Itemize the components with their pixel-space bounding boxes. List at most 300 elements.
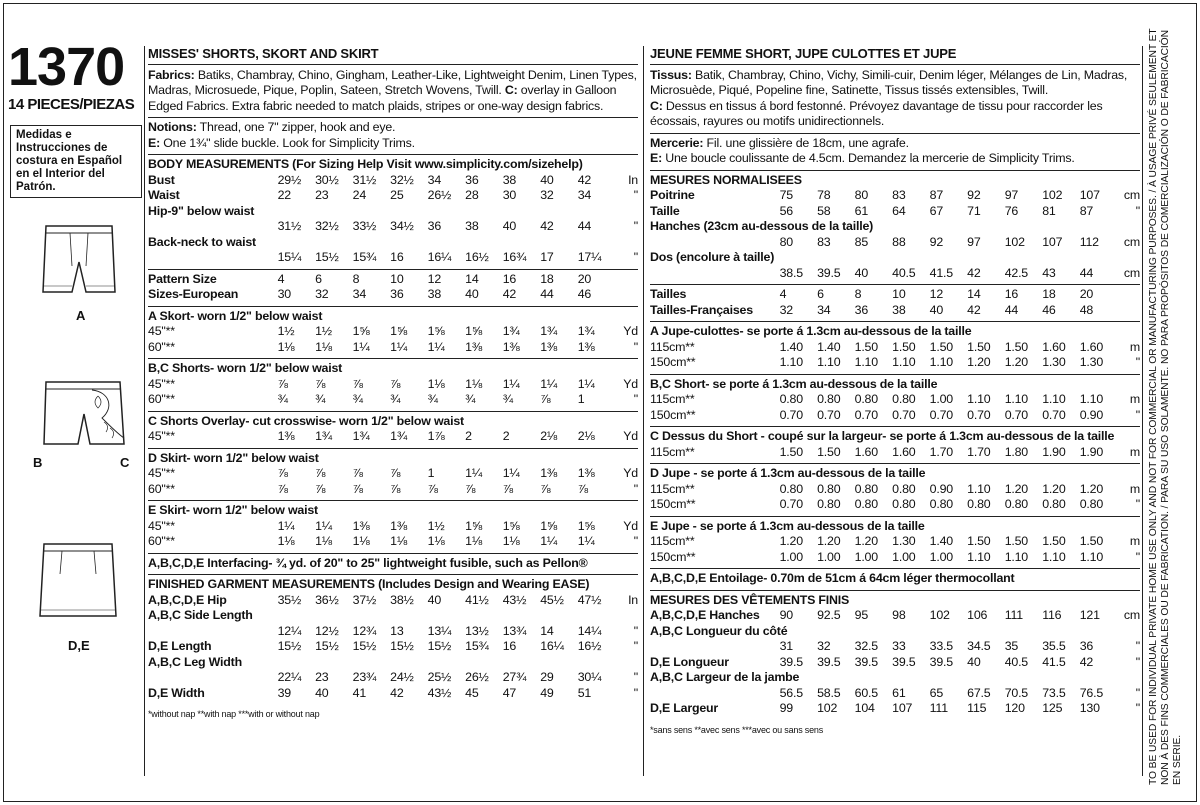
row-value: 0.70 bbox=[779, 407, 803, 422]
row-value: 16 bbox=[502, 271, 517, 286]
row-value: 78 bbox=[817, 188, 831, 202]
row-value: 102 bbox=[929, 608, 950, 622]
row-value: 42 bbox=[967, 265, 981, 280]
row-label: 150cm** bbox=[650, 407, 696, 422]
row-value: ¾ bbox=[427, 392, 438, 406]
row-value: 1¼ bbox=[390, 339, 407, 354]
row-label: 60"** bbox=[148, 534, 175, 548]
row-value: 0.80 bbox=[892, 497, 916, 511]
row-value: 1.50 bbox=[817, 444, 841, 459]
row-value: 16¾ bbox=[502, 250, 527, 264]
row-value: 2 bbox=[465, 429, 472, 443]
row-value: 47 bbox=[502, 685, 517, 700]
row-value: 42 bbox=[1079, 654, 1094, 669]
row-value: 41 bbox=[352, 685, 367, 700]
measurement-row bbox=[148, 593, 638, 609]
row-value: 6 bbox=[315, 271, 322, 286]
fr-view-c-yardage: C Dessus du Short - coupé sur la largeur- se porte á 1.3cm au-dessous de la taille 115cm** 1.50 1.50 1.60 1.60 1.70 1.70 1.80 1.90 1.90 m bbox=[650, 426, 1140, 460]
row-value: 29½ bbox=[277, 172, 302, 187]
row-label: D,E Width bbox=[148, 685, 205, 700]
en-notions: Notions: Thread, one 7" zipper, hook and eye. E: One 1¾" slide buckle. Look for Simplicity Trims. bbox=[148, 117, 638, 151]
row-label: D,E Largeur bbox=[650, 701, 719, 715]
row-value: 1⅛ bbox=[352, 534, 370, 548]
row-value: 102 bbox=[1042, 188, 1063, 202]
row-value: 38 bbox=[427, 287, 442, 301]
row-value: 1¼ bbox=[352, 339, 370, 354]
row-value: 42 bbox=[390, 685, 404, 700]
fr-view-d-yardage: D Jupe - se porte á 1.3cm au-dessous de la taille 115cm** 0.80 0.80 0.80 0.80 0.90 1.10 1.20 1.20 1.20 m 150cm** 0.70 0.80 0.80 0.80 0.80 0.80 0.80 0.80 0.80 " bbox=[650, 463, 1140, 513]
view-de-skirt-drawing bbox=[38, 540, 118, 622]
row-value: 116 bbox=[1042, 608, 1062, 622]
row-value: 36 bbox=[854, 302, 869, 317]
row-value: 111 bbox=[1004, 608, 1023, 622]
fr-interfacing: A,B,C,D,E Entoilage- 0.70m de 51cm á 64cm léger thermocollant bbox=[650, 568, 1140, 587]
row-label: D,E Length bbox=[148, 639, 212, 653]
row-value: 36 bbox=[1079, 639, 1094, 653]
row-value: 85 bbox=[854, 234, 869, 249]
measurement-row bbox=[650, 550, 1140, 566]
row-value: 1⅛ bbox=[502, 534, 520, 548]
fr-sizes bbox=[650, 284, 1140, 318]
row-value: 33.5 bbox=[929, 639, 953, 653]
row-label bbox=[650, 686, 780, 702]
row-unit: m bbox=[1129, 444, 1140, 459]
row-value: 29 bbox=[540, 670, 554, 684]
row-value: 1.20 bbox=[967, 355, 991, 369]
measurement-row bbox=[148, 173, 638, 189]
row-value: 15¼ bbox=[277, 250, 302, 264]
row-value: 76.5 bbox=[1079, 685, 1104, 700]
row-value: 36½ bbox=[315, 592, 339, 607]
measurement-row bbox=[148, 272, 638, 288]
row-value: 0.80 bbox=[854, 481, 878, 496]
en-view-a-yardage: A Skort- worn 1/2" below waist 45"** 1½ 1½ 1⅝ 1⅝ 1⅝ 1⅝ 1¾ 1¾ 1¾ Yd 60"** 1⅛ 1⅛ 1¼ 1¼ 1¼ 1⅜ 1⅜ 1⅜ 1⅜ " bbox=[148, 306, 638, 356]
row-value: 13 bbox=[390, 623, 404, 638]
row-value: 71 bbox=[967, 203, 981, 218]
fr-view-e-yardage: E Jupe - se porte á 1.3cm au-dessous de la taille 115cm** 1.20 1.20 1.20 1.30 1.40 1.50 1.50 1.50 1.50 m 150cm** 1.00 1.00 1.00 1.00 1.00 1.10 1.10 1.10 1.10 " bbox=[650, 516, 1140, 566]
row-value: 1.20 bbox=[1042, 481, 1066, 496]
row-unit: " bbox=[633, 685, 638, 700]
row-value: 39.5 bbox=[892, 654, 916, 669]
measurement-row bbox=[650, 340, 1140, 356]
row-unit: " bbox=[633, 219, 638, 233]
row-value: 1.50 bbox=[1079, 534, 1104, 548]
en-view-c-yardage: C Shorts Overlay- cut crosswise- worn 1/2" below waist 45"** 1⅜ 1¾ 1¾ 1¾ 1⅞ 2 2 2⅛ 2⅛ Yd bbox=[148, 411, 638, 445]
row-value: ⅞ bbox=[315, 466, 326, 480]
en-finished-measurements: FINISHED GARMENT MEASUREMENTS (Includes Design and Wearing EASE) A,B,C,D,E Hip 35½ 36½ 37½ 38½ 40 41½ 43½ 45½ 47½ In A,B,C Side Length 12¼ 12½ 12¾ 13 13¼ 13½ 13¾ 14 14¼ " D,E Length 15½ 15½ 15½ 15½ 15½ 15¾ 16 16¼ 16½ " A,B,C Leg Width 22¼ 23 23¾ 24½ 25½ 26½ 27¾ 29 30¼ " D,E Width 39 40 41 42 43½ 45 47 49 51 " bbox=[148, 574, 638, 701]
measurement-row bbox=[148, 377, 638, 393]
row-value: 67.5 bbox=[967, 685, 991, 700]
row-value: 1.10 bbox=[1004, 549, 1029, 564]
measurement-row bbox=[650, 534, 1140, 550]
row-value: 121 bbox=[1079, 608, 1100, 622]
row-value: 6 bbox=[817, 287, 824, 301]
row-value: 24½ bbox=[390, 670, 414, 684]
en-fabrics: Fabrics: Batiks, Chambray, Chino, Gingham, Leather-Like, Lightweight Denim, Linen Types, Madras, Microsuede, Pique, Poplin, Sateen, Stretch Wovens, Twill. C: overlay in Galloon Edged Fabrics. Extra fabric needed to match plaids, stripes or one-way design fabrics. bbox=[148, 67, 637, 113]
row-value: 1.20 bbox=[817, 534, 841, 548]
row-value: 26½ bbox=[427, 188, 452, 202]
row-value: 1.20 bbox=[854, 534, 878, 548]
view-b-label: B bbox=[33, 455, 43, 470]
row-value: 16¼ bbox=[540, 639, 564, 653]
row-unit: In bbox=[628, 172, 638, 187]
row-value: 70.5 bbox=[1004, 685, 1029, 700]
row-label: Pattern Size bbox=[148, 271, 217, 286]
row-unit: " bbox=[1135, 654, 1140, 669]
row-label: 45"** bbox=[148, 376, 175, 391]
row-value: 4 bbox=[277, 271, 285, 286]
row-value: 40 bbox=[427, 592, 442, 607]
row-unit: cm bbox=[1123, 188, 1140, 202]
row-value: 16½ bbox=[465, 250, 489, 264]
row-unit: " bbox=[1135, 685, 1140, 700]
row-value: 45 bbox=[465, 685, 479, 700]
divider-right bbox=[1142, 46, 1143, 776]
row-value: ¾ bbox=[390, 392, 401, 406]
en-sizes bbox=[148, 269, 638, 303]
row-unit: Yd bbox=[623, 429, 638, 443]
row-value: 0.70 bbox=[1042, 407, 1066, 422]
measurement-row bbox=[148, 466, 638, 482]
row-value: ⅞ bbox=[427, 481, 438, 496]
row-label: 45"** bbox=[148, 518, 175, 533]
measurement-row bbox=[650, 639, 1140, 655]
row-value: 90 bbox=[779, 608, 793, 622]
row-value: 120 bbox=[1004, 701, 1025, 715]
row-value: 1¾ bbox=[540, 324, 558, 338]
french-column bbox=[650, 46, 1140, 738]
row-unit bbox=[615, 272, 638, 288]
row-value: 8 bbox=[352, 271, 360, 286]
row-value: 13¼ bbox=[427, 623, 452, 638]
row-label: 60"** bbox=[148, 481, 175, 496]
row-value: 112 bbox=[1079, 234, 1099, 249]
row-value: 16¼ bbox=[427, 250, 452, 264]
row-label: Taille bbox=[650, 203, 680, 218]
english-column bbox=[148, 46, 638, 723]
row-value: 1⅜ bbox=[540, 466, 558, 480]
row-value: 1.40 bbox=[779, 339, 803, 354]
row-value: 40 bbox=[967, 654, 981, 669]
row-value: 0.70 bbox=[779, 497, 803, 511]
row-value: 1¼ bbox=[465, 466, 482, 480]
row-value: 67 bbox=[929, 203, 944, 218]
row-value: 0.80 bbox=[779, 392, 803, 406]
measurement-row bbox=[650, 655, 1140, 671]
row-value: 107 bbox=[892, 701, 913, 715]
row-value: 12½ bbox=[315, 623, 339, 638]
row-value: 60.5 bbox=[854, 685, 878, 700]
row-value: 15½ bbox=[427, 639, 452, 653]
row-value: ⅞ bbox=[577, 481, 588, 496]
row-label: Tailles bbox=[650, 287, 687, 301]
row-value: 38 bbox=[892, 302, 906, 317]
row-value: 23¾ bbox=[352, 670, 377, 684]
measurement-row bbox=[650, 497, 1140, 513]
row-value: 44 bbox=[577, 219, 592, 233]
row-value: 87 bbox=[929, 188, 944, 202]
row-value: 46 bbox=[1042, 302, 1056, 317]
row-value: 25½ bbox=[427, 670, 452, 684]
row-unit: " bbox=[1135, 407, 1140, 422]
row-value: ⅞ bbox=[277, 466, 288, 480]
row-value: 1½ bbox=[277, 324, 295, 338]
measurement-row bbox=[650, 303, 1140, 319]
row-value: ⅞ bbox=[390, 481, 401, 496]
row-value: 15¾ bbox=[352, 250, 377, 264]
row-value: 1.70 bbox=[929, 444, 953, 459]
row-value: 97 bbox=[967, 234, 981, 249]
row-value: 20 bbox=[1079, 287, 1094, 301]
row-value: 0.80 bbox=[892, 392, 916, 406]
row-label: 115cm** bbox=[650, 339, 695, 354]
row-value: 1.10 bbox=[967, 549, 991, 564]
row-unit: " bbox=[633, 534, 638, 548]
fr-finished-measurements: MESURES DES VÊTEMENTS FINIS A,B,C,D,E Hanches 90 92.5 95 98 102 106 111 116 121 cm A,B,C Longueur du côté 31 32 32.5 33 33.5 34.5 35 35.5 36 " D,E Longueur 39.5 39.5 39.5 39.5 39.5 40 40.5 41.5 42 " A,B,C Largeur de la jambe 56.5 58.5 60.5 61 65 67.5 70.5 73.5 76.5 " D,E Largeur 99 102 104 107 111 115 120 125 130 " bbox=[650, 590, 1140, 717]
row-value: 104 bbox=[854, 701, 875, 715]
row-value: 80 bbox=[779, 234, 793, 249]
measurement-row bbox=[148, 219, 638, 235]
row-value: ⅞ bbox=[465, 481, 476, 496]
row-label: Sizes-European bbox=[148, 287, 239, 301]
row-value: 61 bbox=[854, 203, 869, 218]
row-value: 39.5 bbox=[779, 654, 803, 669]
row-value: 2 bbox=[502, 429, 510, 443]
row-value: 38.5 bbox=[779, 265, 803, 280]
row-value: 1½ bbox=[427, 518, 445, 533]
row-value: 1⅛ bbox=[465, 534, 482, 548]
row-value: 1.60 bbox=[892, 444, 916, 459]
row-value: 28 bbox=[465, 188, 479, 202]
row-value: 34 bbox=[427, 172, 442, 187]
row-value: 41½ bbox=[465, 592, 489, 607]
row-unit: Yd bbox=[623, 466, 638, 480]
row-value: 0.80 bbox=[854, 497, 878, 511]
row-value: ¾ bbox=[277, 392, 288, 406]
row-value: 43½ bbox=[427, 685, 452, 700]
row-value: 0.90 bbox=[1079, 407, 1104, 422]
row-value: 40 bbox=[315, 685, 329, 700]
row-value: 1.50 bbox=[967, 534, 991, 548]
row-value: 32½ bbox=[315, 219, 339, 233]
measurement-row bbox=[148, 250, 638, 266]
row-value: 40.5 bbox=[892, 265, 916, 280]
row-value: ¾ bbox=[465, 392, 476, 406]
row-label: 115cm** bbox=[650, 534, 695, 548]
row-value: 45½ bbox=[540, 592, 564, 607]
row-value: 1.90 bbox=[1079, 444, 1104, 459]
row-unit: " bbox=[633, 639, 638, 653]
measurement-row bbox=[650, 701, 1140, 717]
row-value: 1.10 bbox=[967, 481, 991, 496]
row-value: 102 bbox=[1004, 234, 1025, 249]
row-value: 16 bbox=[390, 250, 404, 264]
row-value: ⅞ bbox=[277, 481, 288, 496]
row-value: 92.5 bbox=[817, 608, 841, 622]
fr-view-bc-yardage: B,C Short- se porte á 1.3cm au-dessous de la taille 115cm** 0.80 0.80 0.80 0.80 1.00 1.10 1.10 1.10 1.10 m 150cm** 0.70 0.70 0.70 0.70 0.70 0.70 0.70 0.70 0.90 " bbox=[650, 374, 1140, 424]
row-value: 95 bbox=[854, 608, 869, 622]
row-value: 36 bbox=[427, 219, 442, 233]
row-value: 1.10 bbox=[1079, 392, 1104, 406]
row-label: Tailles-Françaises bbox=[650, 302, 753, 317]
measurement-row bbox=[148, 324, 638, 340]
fr-notions: Mercerie: Fil. une glissière de 18cm, une agrafe. E: Une boucle coulissante de 4.5cm. Demandez la mercerie de Simplicity Trims. bbox=[650, 133, 1140, 167]
row-value: 0.70 bbox=[854, 407, 878, 422]
en-view-bc-yardage: B,C Shorts- worn 1/2" below waist 45"** ⅞ ⅞ ⅞ ⅞ 1⅛ 1⅛ 1¼ 1¼ 1¼ Yd 60"** ¾ ¾ ¾ ¾ ¾ ¾ ¾ ⅞ 1 " bbox=[148, 358, 638, 408]
row-value: 38½ bbox=[390, 592, 414, 607]
row-value: 10 bbox=[892, 287, 906, 301]
row-value: 76 bbox=[1004, 203, 1019, 218]
row-unit: " bbox=[1135, 203, 1140, 218]
row-value: 14 bbox=[465, 271, 479, 286]
row-label bbox=[148, 219, 278, 235]
row-value: 23 bbox=[315, 670, 329, 684]
row-value: 1¼ bbox=[502, 376, 520, 391]
row-value: 111 bbox=[929, 701, 948, 715]
row-value: 35½ bbox=[277, 592, 302, 607]
row-value: 16 bbox=[1004, 287, 1019, 301]
row-value: 0.70 bbox=[967, 407, 991, 422]
row-unit: " bbox=[633, 250, 638, 264]
row-value: 40 bbox=[929, 302, 944, 317]
row-unit: In bbox=[628, 592, 638, 607]
row-value: 1⅜ bbox=[540, 339, 558, 354]
row-value: 15½ bbox=[390, 639, 414, 653]
row-value: 27¾ bbox=[502, 670, 527, 684]
row-unit: " bbox=[633, 392, 638, 406]
en-interfacing: A,B,C,D,E Interfacing- ¾ yd. of 20" to 25" lightweight fusible, such as Pellon® bbox=[148, 553, 638, 572]
row-unit: m bbox=[1129, 339, 1140, 354]
row-value: 30 bbox=[502, 188, 517, 202]
row-value: 40.5 bbox=[1004, 654, 1029, 669]
row-value: 97 bbox=[1004, 188, 1019, 202]
pattern-header bbox=[8, 37, 144, 113]
row-value: 56 bbox=[779, 203, 793, 218]
row-value: 13¾ bbox=[502, 623, 527, 638]
row-value: 51 bbox=[577, 685, 592, 700]
row-value: 1⅜ bbox=[277, 429, 295, 443]
row-value: 1⅝ bbox=[540, 518, 558, 533]
row-value: 31½ bbox=[352, 172, 377, 187]
measurement-row bbox=[148, 392, 638, 408]
row-value: 35.5 bbox=[1042, 639, 1066, 653]
row-value: 56.5 bbox=[779, 685, 803, 700]
row-value: 1⅝ bbox=[352, 324, 370, 338]
row-value: 17 bbox=[540, 250, 554, 264]
row-value: 1.60 bbox=[1042, 339, 1066, 354]
row-value: 36 bbox=[465, 172, 479, 187]
row-value: 1⅛ bbox=[277, 534, 295, 548]
measurement-row bbox=[650, 608, 1140, 624]
measurement-row bbox=[650, 392, 1140, 408]
row-value: 47½ bbox=[577, 592, 602, 607]
row-value: ⅞ bbox=[540, 392, 551, 406]
row-unit: Yd bbox=[623, 324, 638, 338]
row-value: 1¾ bbox=[502, 324, 520, 338]
row-value: 42 bbox=[577, 172, 592, 187]
row-value: 1⅛ bbox=[427, 376, 445, 391]
row-value: 12¾ bbox=[352, 623, 377, 638]
row-value: 102 bbox=[817, 701, 838, 715]
row-value: 1.50 bbox=[854, 339, 878, 354]
row-value: 1.10 bbox=[1004, 392, 1029, 406]
row-value: 30½ bbox=[315, 172, 339, 187]
view-de-label: D,E bbox=[68, 638, 90, 653]
measurement-row bbox=[148, 429, 638, 445]
row-value: 80 bbox=[854, 188, 869, 202]
row-value: 115 bbox=[967, 701, 987, 715]
row-value: 34 bbox=[352, 287, 367, 301]
en-title: MISSES' SHORTS, SKORT AND SKIRT bbox=[148, 46, 638, 65]
divider-middle bbox=[643, 46, 644, 776]
row-value: 92 bbox=[929, 234, 944, 249]
row-value: 1¼ bbox=[502, 466, 520, 480]
row-value: 24 bbox=[352, 188, 367, 202]
view-c-label: C bbox=[120, 455, 130, 470]
en-body-table: Bust 29½ 30½ 31½ 32½ 34 36 38 40 42 In Waist 22 23 24 25 26½ 28 30 32 34 " Hip-9" below waist 31½ 32½ 33½ 34½ 36 38 40 42 44 " Back-neck to waist 15¼ 15½ 15¾ 16 16¼ 16½ 16¾ 17 17¼ " bbox=[148, 172, 638, 264]
row-value: 22 bbox=[277, 188, 291, 202]
row-value: 0.80 bbox=[817, 392, 841, 406]
row-value: 1.00 bbox=[892, 549, 916, 564]
fr-view-a-yardage: A Jupe-culottes- se porte á 1.3cm au-dessous de la taille 115cm** 1.40 1.40 1.50 1.50 1.50 1.50 1.50 1.60 1.60 m 150cm** 1.10 1.10 1.10 1.10 1.10 1.20 1.20 1.30 1.30 " bbox=[650, 321, 1140, 371]
row-value: 1.20 bbox=[1004, 355, 1029, 369]
row-value: 1.50 bbox=[892, 339, 916, 354]
row-value: 1⅝ bbox=[390, 324, 407, 338]
row-value: 44 bbox=[1004, 302, 1019, 317]
row-value: 20 bbox=[577, 271, 592, 286]
measurement-row bbox=[148, 624, 638, 640]
row-value: 1⅛ bbox=[465, 376, 482, 391]
row-value: 31 bbox=[779, 639, 793, 653]
row-value: 1⅛ bbox=[390, 534, 407, 548]
row-value: ⅞ bbox=[390, 376, 401, 391]
measurement-row bbox=[650, 204, 1140, 220]
en-footnote: *without nap **with nap ***with or without nap bbox=[148, 709, 320, 719]
row-value: 33½ bbox=[352, 219, 377, 233]
row-value: ⅞ bbox=[315, 481, 326, 496]
row-value: 1⅝ bbox=[502, 518, 520, 533]
row-value: 14¼ bbox=[577, 623, 602, 638]
row-value: 1¼ bbox=[577, 376, 595, 391]
row-value: 125 bbox=[1042, 701, 1063, 715]
row-value: 1.30 bbox=[892, 534, 916, 548]
en-view-e-yardage: E Skirt- worn 1/2" below waist 45"** 1¼ 1¼ 1⅜ 1⅜ 1½ 1⅝ 1⅝ 1⅝ 1⅝ Yd 60"** 1⅛ 1⅛ 1⅛ 1⅛ 1⅛ 1⅛ 1⅛ 1¼ 1¼ " bbox=[148, 500, 638, 550]
row-value: 39.5 bbox=[817, 265, 841, 280]
row-value: 1.00 bbox=[854, 549, 878, 564]
row-value: 92 bbox=[967, 188, 981, 202]
row-value: 0.70 bbox=[892, 407, 916, 422]
row-value: 1.10 bbox=[854, 355, 878, 369]
row-unit: cm bbox=[1123, 265, 1140, 280]
row-value: 37½ bbox=[352, 592, 377, 607]
measurement-row bbox=[148, 482, 638, 498]
row-label: 115cm** bbox=[650, 392, 695, 406]
row-value: 1¾ bbox=[390, 429, 407, 443]
row-value: 88 bbox=[892, 234, 906, 249]
row-label bbox=[650, 266, 780, 282]
row-label bbox=[650, 235, 780, 251]
row-value: 17¼ bbox=[577, 250, 602, 264]
measurement-row bbox=[148, 670, 638, 686]
row-value: 1.10 bbox=[1079, 549, 1104, 564]
row-value: 16½ bbox=[577, 639, 602, 653]
row-value: 75 bbox=[779, 188, 793, 202]
row-value: 1.00 bbox=[779, 549, 803, 564]
measurement-row bbox=[148, 188, 638, 204]
row-value: 12 bbox=[929, 287, 944, 301]
row-value: 0.80 bbox=[967, 497, 991, 511]
row-value: 46 bbox=[577, 287, 592, 301]
